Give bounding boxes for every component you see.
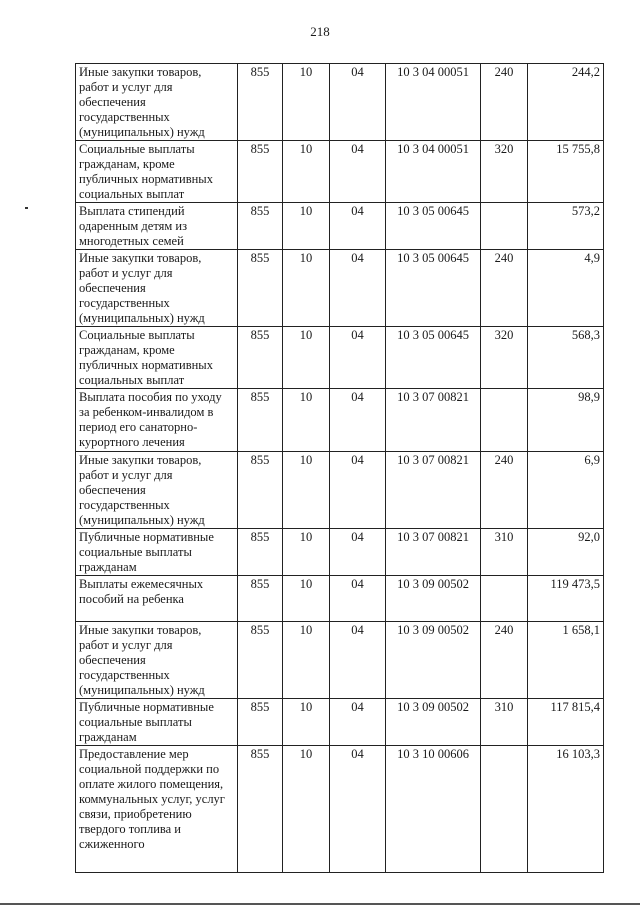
section-code-cell: 10 xyxy=(283,141,330,203)
amount-cell: 4,9 xyxy=(528,250,604,327)
expense-name-cell: Публичные нормативные социальные выплаты гражданам xyxy=(76,529,238,576)
expense-name-cell: Иные закупки товаров, работ и услуг для обеспечения государственных (муниципальных) нужд xyxy=(76,64,238,141)
expense-name-cell: Выплаты ежемесячных пособий на ребенка xyxy=(76,576,238,622)
table-row xyxy=(76,327,604,389)
target-item-code-cell: 10 3 09 00502 xyxy=(386,699,481,746)
amount-cell: 119 473,5 xyxy=(528,576,604,622)
target-item-code-cell: 10 3 04 00051 xyxy=(386,64,481,141)
section-code-cell: 10 xyxy=(283,699,330,746)
section-code-cell: 10 xyxy=(283,452,330,529)
amount-cell: 117 815,4 xyxy=(528,699,604,746)
ministry-code-cell: 855 xyxy=(238,250,283,327)
section-code-cell: 10 xyxy=(283,389,330,452)
expense-type-code-cell: 240 xyxy=(481,452,528,529)
ministry-code-cell: 855 xyxy=(238,141,283,203)
target-item-code-cell: 10 3 10 00606 xyxy=(386,746,481,873)
target-item-code-cell: 10 3 09 00502 xyxy=(386,576,481,622)
expense-type-code-cell: 240 xyxy=(481,64,528,141)
amount-cell: 568,3 xyxy=(528,327,604,389)
table-row xyxy=(76,203,604,250)
expense-name-cell: Социальные выплаты гражданам, кроме публичных нормативных социальных выплат xyxy=(76,327,238,389)
section-code-cell: 10 xyxy=(283,327,330,389)
subsection-code-cell: 04 xyxy=(330,203,386,250)
expense-name-cell: Выплата пособия по уходу за ребенком-инвалидом в период его санаторно-курортного лечения xyxy=(76,389,238,452)
target-item-code-cell: 10 3 09 00502 xyxy=(386,622,481,699)
expense-type-code-cell: 320 xyxy=(481,141,528,203)
table-row xyxy=(76,746,604,873)
subsection-code-cell: 04 xyxy=(330,699,386,746)
page-number: 218 xyxy=(310,24,330,39)
table-row xyxy=(76,452,604,529)
table-row xyxy=(76,576,604,622)
expense-name-cell: Иные закупки товаров, работ и услуг для обеспечения государственных (муниципальных) нужд xyxy=(76,452,238,529)
ministry-code-cell: 855 xyxy=(238,64,283,141)
section-code-cell: 10 xyxy=(283,250,330,327)
table-row xyxy=(76,529,604,576)
scan-artifact-mark xyxy=(25,207,28,209)
expense-name-cell: Выплата стипендий одаренным детям из многодетных семей xyxy=(76,203,238,250)
table-row xyxy=(76,250,604,327)
budget-table xyxy=(75,63,604,873)
table-row xyxy=(76,699,604,746)
target-item-code-cell: 10 3 05 00645 xyxy=(386,327,481,389)
amount-cell: 15 755,8 xyxy=(528,141,604,203)
expense-name-cell: Предоставление мер социальной поддержки по оплате жилого помещения, коммунальных услуг, услуг связи, приобретению твердого топлива и сжиженного xyxy=(76,746,238,873)
table-row xyxy=(76,622,604,699)
ministry-code-cell: 855 xyxy=(238,389,283,452)
amount-cell: 573,2 xyxy=(528,203,604,250)
expense-type-code-cell: 320 xyxy=(481,327,528,389)
section-code-cell: 10 xyxy=(283,746,330,873)
ministry-code-cell: 855 xyxy=(238,203,283,250)
subsection-code-cell: 04 xyxy=(330,250,386,327)
ministry-code-cell: 855 xyxy=(238,699,283,746)
target-item-code-cell: 10 3 05 00645 xyxy=(386,250,481,327)
expense-name-cell: Иные закупки товаров, работ и услуг для обеспечения государственных (муниципальных) нужд xyxy=(76,622,238,699)
expense-type-code-cell: 240 xyxy=(481,250,528,327)
expense-type-code-cell xyxy=(481,389,528,452)
subsection-code-cell: 04 xyxy=(330,327,386,389)
section-code-cell: 10 xyxy=(283,622,330,699)
table-row xyxy=(76,141,604,203)
amount-cell: 244,2 xyxy=(528,64,604,141)
target-item-code-cell: 10 3 07 00821 xyxy=(386,529,481,576)
subsection-code-cell: 04 xyxy=(330,64,386,141)
expense-name-cell: Социальные выплаты гражданам, кроме публичных нормативных социальных выплат xyxy=(76,141,238,203)
amount-cell: 6,9 xyxy=(528,452,604,529)
section-code-cell: 10 xyxy=(283,203,330,250)
amount-cell: 92,0 xyxy=(528,529,604,576)
subsection-code-cell: 04 xyxy=(330,389,386,452)
subsection-code-cell: 04 xyxy=(330,622,386,699)
target-item-code-cell: 10 3 07 00821 xyxy=(386,389,481,452)
ministry-code-cell: 855 xyxy=(238,622,283,699)
expense-type-code-cell: 310 xyxy=(481,699,528,746)
ministry-code-cell: 855 xyxy=(238,746,283,873)
amount-cell: 98,9 xyxy=(528,389,604,452)
expense-type-code-cell: 310 xyxy=(481,529,528,576)
ministry-code-cell: 855 xyxy=(238,529,283,576)
ministry-code-cell: 855 xyxy=(238,576,283,622)
section-code-cell: 10 xyxy=(283,529,330,576)
target-item-code-cell: 10 3 07 00821 xyxy=(386,452,481,529)
amount-cell: 16 103,3 xyxy=(528,746,604,873)
table-row xyxy=(76,389,604,452)
subsection-code-cell: 04 xyxy=(330,141,386,203)
subsection-code-cell: 04 xyxy=(330,576,386,622)
subsection-code-cell: 04 xyxy=(330,746,386,873)
target-item-code-cell: 10 3 04 00051 xyxy=(386,141,481,203)
section-code-cell: 10 xyxy=(283,64,330,141)
expense-name-cell: Иные закупки товаров, работ и услуг для обеспечения государственных (муниципальных) нужд xyxy=(76,250,238,327)
subsection-code-cell: 04 xyxy=(330,529,386,576)
expense-type-code-cell xyxy=(481,576,528,622)
expense-type-code-cell xyxy=(481,746,528,873)
subsection-code-cell: 04 xyxy=(330,452,386,529)
target-item-code-cell: 10 3 05 00645 xyxy=(386,203,481,250)
ministry-code-cell: 855 xyxy=(238,452,283,529)
table-row xyxy=(76,64,604,141)
amount-cell: 1 658,1 xyxy=(528,622,604,699)
section-code-cell: 10 xyxy=(283,576,330,622)
expense-name-cell: Публичные нормативные социальные выплаты гражданам xyxy=(76,699,238,746)
expense-type-code-cell xyxy=(481,203,528,250)
ministry-code-cell: 855 xyxy=(238,327,283,389)
expense-type-code-cell: 240 xyxy=(481,622,528,699)
